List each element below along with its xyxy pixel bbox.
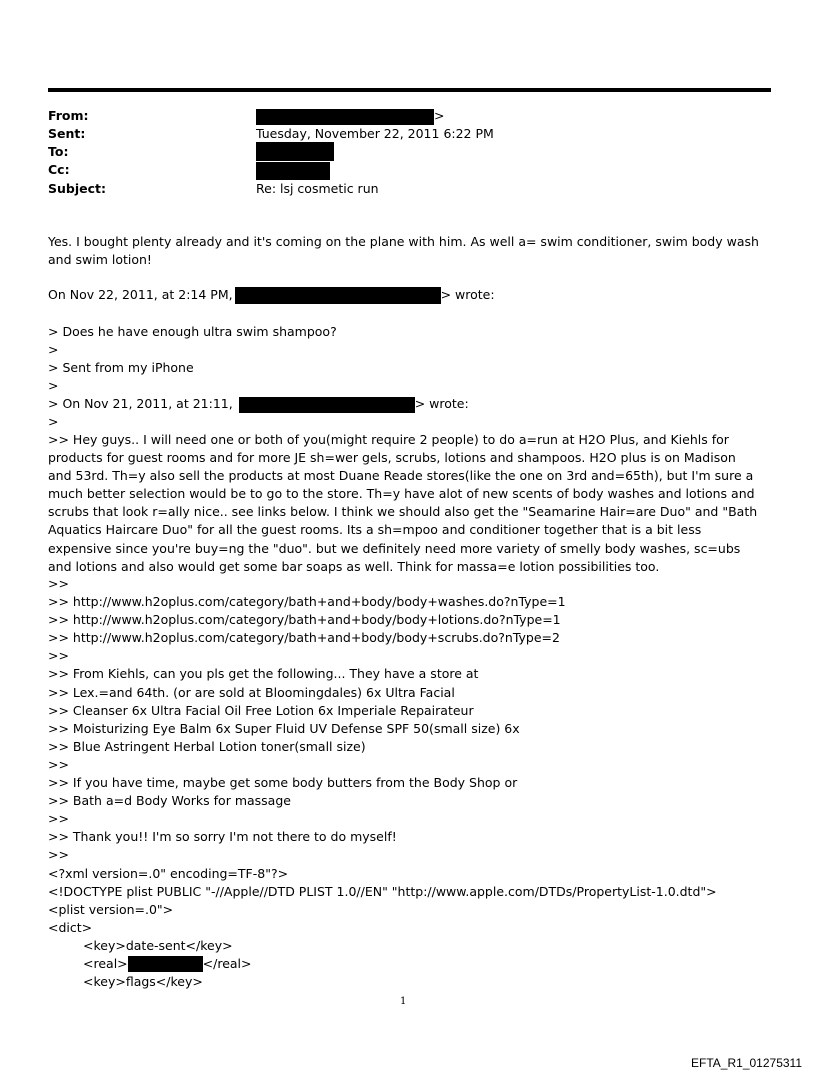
quote-line: >> From Kiehls, can you pls get the following... They have a store at	[48, 666, 479, 682]
cc-value	[256, 161, 330, 180]
page-number: 1	[400, 996, 407, 1007]
quote-line: >>	[48, 648, 69, 664]
redaction-block	[256, 162, 330, 180]
xml-real-open: <real>	[83, 955, 128, 971]
redaction-block	[128, 956, 203, 972]
quote-line: >> Moisturizing Eye Balm 6x Super Fluid UV Defense SPF 50(small size) 6x	[48, 720, 520, 736]
to-value	[256, 142, 334, 161]
quote-line: >> If you have time, maybe get some body butters from the Body Shop or	[48, 775, 518, 791]
quote-line: >	[48, 378, 59, 394]
from-suffix: >	[434, 108, 445, 123]
redaction-block	[239, 397, 415, 413]
xml-line	[48, 955, 773, 973]
header-divider	[48, 88, 771, 92]
quoted-block-bottom	[48, 575, 773, 991]
xml-line: <key>flags</key>	[83, 974, 203, 990]
quote-suffix: > wrote:	[414, 396, 469, 412]
redaction-block	[235, 287, 441, 304]
reply-paragraph: Yes. I bought plenty already and it's coming on the plane with him. As well a= swim conditioner, swim body wash and swim lotion!	[48, 234, 759, 268]
quote-line	[48, 395, 773, 413]
link-line: >> http://www.h2oplus.com/category/bath+and+body/body+lotions.do?nType=1	[48, 612, 561, 628]
quote-line: >>	[48, 576, 69, 591]
quote-line: >>	[48, 847, 69, 863]
from-value	[256, 107, 444, 125]
quote-line: > Does he have enough ultra swim shampoo?	[48, 324, 337, 339]
document-id: EFTA_R1_01275311	[691, 1056, 802, 1070]
xml-line: <!DOCTYPE plist PUBLIC "-//Apple//DTD PLIST 1.0//EN" "http://www.apple.com/DTDs/PropertyList-1.0.dtd">	[48, 883, 717, 899]
on-wrote-line	[48, 286, 773, 304]
quote-line: >> Bath a=d Body Works for massage	[48, 793, 291, 809]
sent-value: Tuesday, November 22, 2011 6:22 PM	[256, 126, 494, 141]
quote-line: >> Blue Astringent Herbal Lotion toner(small size)	[48, 738, 366, 754]
redaction-block	[256, 142, 334, 161]
xml-line: <key>date-sent</key>	[83, 937, 233, 953]
xml-line: <dict>	[48, 919, 93, 935]
subject-label: Subject:	[48, 181, 106, 196]
link-line: >> http://www.h2oplus.com/category/bath+and+body/body+washes.do?nType=1	[48, 594, 566, 610]
quote-line: >>	[48, 811, 69, 827]
sent-label: Sent:	[48, 126, 86, 141]
quote-line: >	[48, 342, 59, 358]
link-line: >> http://www.h2oplus.com/category/bath+and+body/body+scrubs.do?nType=2	[48, 630, 560, 646]
subject-value: Re: lsj cosmetic run	[256, 181, 379, 196]
quote-prefix: > On Nov 21, 2011, at 21:11,	[48, 396, 233, 412]
quote-line: >> Lex.=and 64th. (or are sold at Bloomingdales) 6x Ultra Facial	[48, 684, 455, 700]
on-suffix: > wrote:	[440, 287, 495, 302]
redaction-block	[256, 109, 434, 125]
quote-line: >> Cleanser 6x Ultra Facial Oil Free Lotion 6x Imperiale Repairateur	[48, 702, 474, 718]
cc-label: Cc:	[48, 162, 70, 177]
to-label: To:	[48, 144, 69, 159]
xml-line: <?xml version=.0" encoding=TF-8"?>	[48, 865, 289, 881]
quote-line: >	[48, 414, 59, 430]
request-paragraph: >> Hey guys.. I will need one or both of you(might require 2 people) to do a=run at H2O Plus, and Kiehls for products for guest rooms and for more JE sh=wer gels, scrubs, lotions and shampoos. H2O plus is on Madison and 53rd. Th=y also sell the products at most Duane Reade stores(like the one on 3rd and=65th), but I'm sure a much better selection would be to go to the store. Th=y have alot of new scents of body washes and lotions and scrubs that look r=ally nice.. see links below. I think we should also get the "Seamarine Hair=are Duo" and "Bath Aquatics Haircare Duo" for all the guest rooms. Its a sh=mpoo and conditioner together that is a bit less expensive since you're buy=ng the "duo". but we definitely need more variety of smelly body washes, sc=ubs and lotions and also would get some bar soaps as well. Think for massa=e lotion possibilities too.	[48, 432, 758, 574]
xml-line: <plist version=.0">	[48, 901, 174, 917]
quote-line: >> Thank you!! I'm so sorry I'm not there to do myself!	[48, 829, 397, 845]
quote-line: >>	[48, 756, 69, 772]
from-label: From:	[48, 108, 89, 123]
on-prefix: On Nov 22, 2011, at 2:14 PM,	[48, 287, 233, 302]
quote-line: > Sent from my iPhone	[48, 360, 194, 376]
quoted-block-top	[48, 323, 773, 432]
xml-real-close: </real>	[202, 955, 252, 971]
